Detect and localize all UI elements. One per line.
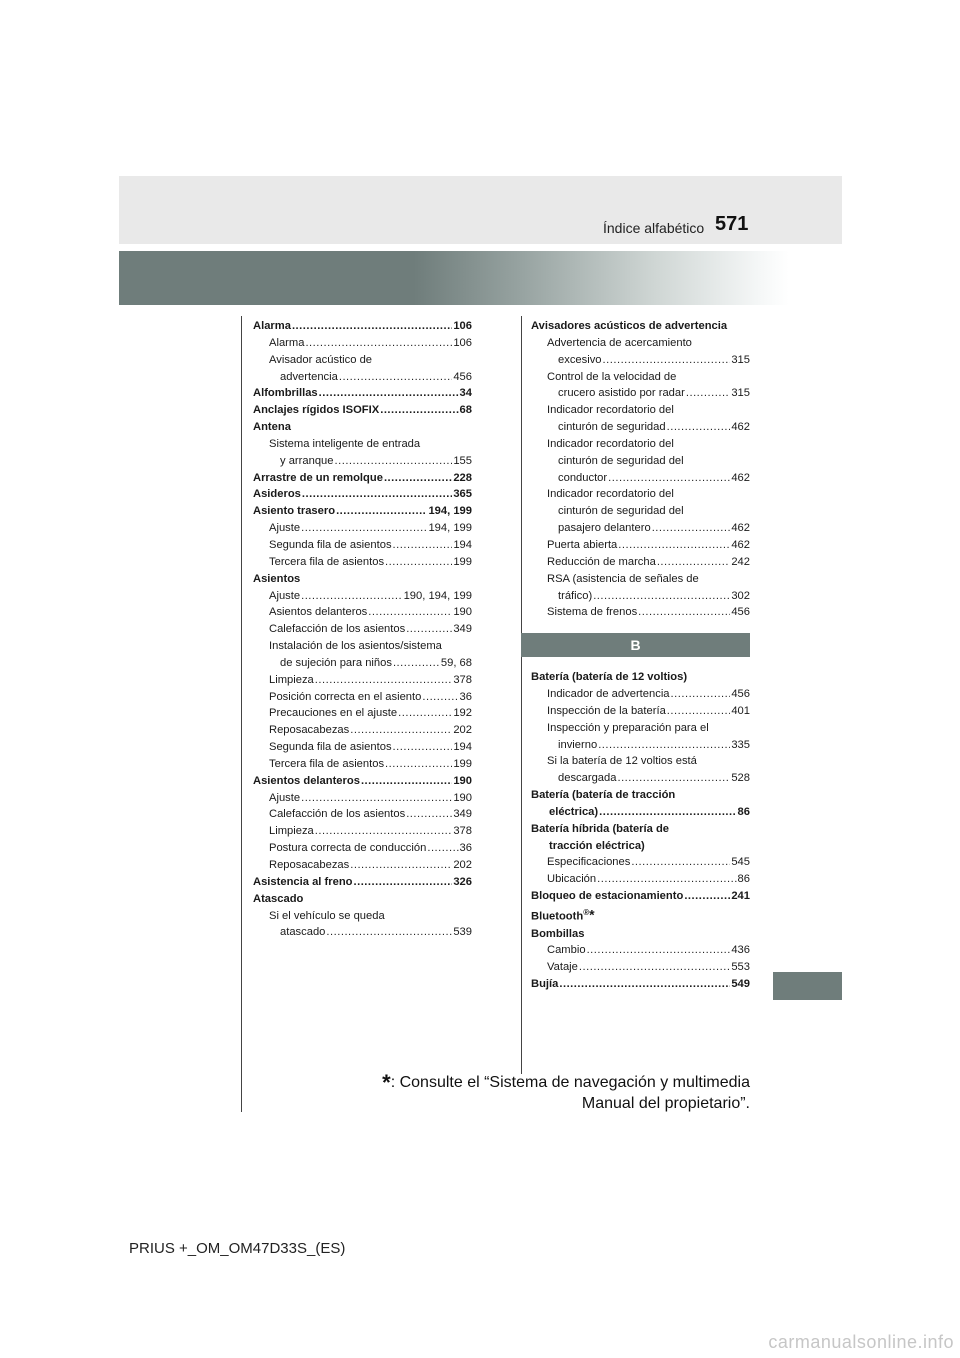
entry-page: 462 [731,538,750,551]
entry-page: 68 [459,404,472,417]
entry-term: Asientos delanteros [253,774,360,787]
leader-dots [350,722,452,739]
index-heading: Atascado [253,892,304,905]
entry-term: Precauciones en el ajuste [269,707,398,720]
leader-dots [667,419,731,436]
index-entry [253,385,472,402]
header-banner [119,251,789,305]
entry-page: 190 [453,606,472,619]
entry-page: 228 [453,471,472,484]
entry-page: 456 [731,606,750,619]
leader-dots [657,554,731,571]
leader-dots [398,705,452,722]
index-entry [253,689,472,706]
index-heading: tracción eléctrica) [549,839,645,852]
index-entry [253,318,472,335]
index-heading: Sistema inteligente de entrada [269,437,421,450]
entry-page: 456 [453,370,472,383]
entry-page: 462 [731,471,750,484]
entry-term: crucero asistido por radar [558,387,685,400]
entry-term: Arrastre de un remolque [253,471,383,484]
entry-page: 349 [453,623,472,636]
leader-dots [326,924,452,941]
leader-dots [301,588,402,605]
entry-page: 378 [453,825,472,838]
entry-term: descargada [558,772,617,785]
leader-dots [599,804,736,821]
index-entry [253,874,472,891]
leader-dots [339,369,452,386]
index-heading: Avisador acústico de [269,353,373,366]
model-code: PRIUS +_OM_OM47D33S_(ES) [129,1240,346,1257]
index-entry [253,705,472,722]
entry-term: de sujeción para niños [280,656,392,669]
entry-term: Especificaciones [547,856,631,869]
entry-term: Ajuste [269,522,301,535]
entry-page: 545 [731,856,750,869]
index-heading: Si la batería de 12 voltios está [547,755,697,768]
entry-term: Vataje [547,961,578,974]
entry-term: atascado [280,926,326,939]
entry-term: Reposacabezas [269,859,350,871]
leader-dots [427,840,458,857]
entry-term: Tercera fila de asientos [269,555,385,568]
entry-term: Tercera fila de asientos [269,757,385,770]
entry-page: 462 [731,421,750,434]
entry-page: 335 [731,738,750,751]
entry-page: 539 [453,926,472,939]
entry-page: 315 [731,387,750,400]
index-heading: Bombillas [531,927,585,940]
index-entry [531,352,750,369]
entry-term: Ajuste [269,589,301,602]
entry-page: 194 [453,538,472,551]
index-entry [531,737,750,754]
index-entry [531,419,750,436]
entry-term: Bluetooth [531,910,584,923]
entry-page: 202 [453,724,472,737]
index-entry [253,790,472,807]
index-entry [531,854,750,871]
index-heading: Inspección y preparación para el [547,721,709,734]
entry-term: Indicador de advertencia [547,688,670,701]
index-heading: Indicador recordatorio del [547,437,674,450]
leader-dots [301,520,427,537]
leader-dots [292,318,452,335]
index-heading: Indicador recordatorio del [547,404,674,417]
leader-dots [361,773,452,790]
index-entry [253,369,472,386]
leader-dots [380,402,458,419]
entry-page: 190 [453,791,472,804]
index-heading: cinturón de seguridad del [558,454,684,467]
leader-dots [350,857,452,874]
entry-page: 86 [737,805,750,818]
leader-dots [302,486,452,503]
entry-term: Limpieza [269,825,314,838]
index-entry [531,520,750,537]
index-heading: RSA (asistencia de señales de [547,572,699,585]
index-heading: Indicador recordatorio del [547,488,674,501]
page-number: 571 [715,213,749,235]
entry-term: Anclajes rígidos ISOFIX [253,404,380,417]
leader-dots [315,823,453,840]
leader-dots [406,806,452,823]
entry-page: 315 [731,353,750,366]
index-entry [531,554,750,571]
footnote-star: * [382,1070,391,1095]
index-heading: cinturón de seguridad del [558,505,684,518]
leader-dots [422,689,458,706]
index-entry [253,588,472,605]
entry-term: invierno [558,738,598,751]
registered-mark: ® [583,908,590,917]
index-heading: Batería híbrida (batería de [531,822,670,835]
index-entry [253,453,472,470]
index-entry [531,976,750,993]
entry-term: y arranque [280,454,334,467]
entry-page: 365 [453,488,472,501]
leader-dots [353,874,452,891]
index-entry [531,470,750,487]
index-heading: Si el vehículo se queda [269,909,385,922]
index-entry [253,924,472,941]
index-entry [531,959,750,976]
leader-dots [335,453,453,470]
entry-page: 302 [731,589,750,602]
entry-term: Asientos delanteros [269,606,368,619]
leader-dots [652,520,731,537]
index-entry [531,871,750,888]
letter-divider-b: B [521,633,750,657]
index-entry [531,686,750,703]
index-group-b [531,669,750,993]
leader-dots [587,942,731,959]
column-rule-middle [521,316,522,1074]
index-entry [253,756,472,773]
leader-dots [384,470,452,487]
leader-dots [368,604,452,621]
leader-dots [301,790,452,807]
entry-term: pasajero delantero [558,522,651,535]
index-entry [253,621,472,638]
leader-dots [305,335,452,352]
index-entry [253,470,472,487]
leader-dots [597,871,736,888]
index-entry [531,385,750,402]
entry-page: 199 [453,555,472,568]
entry-page: 549 [731,978,750,991]
leader-dots [686,385,730,402]
index-entry [253,503,472,520]
entry-term: Reducción de marcha [547,555,656,568]
leader-dots [393,739,453,756]
entry-term: Asideros [253,488,301,501]
watermark: carmanualsonline.info [768,1332,954,1352]
index-column-left [253,318,472,941]
entry-page: 462 [731,522,750,535]
index-entry [253,840,472,857]
entry-term: Asiento trasero [253,505,336,518]
index-entry [531,537,750,554]
index-entry [531,703,750,720]
entry-page: 36 [459,690,472,703]
index-entry [531,942,750,959]
leader-dots [385,756,452,773]
index-column-right [531,318,750,993]
entry-page: 349 [453,808,472,821]
column-rule-left [241,316,242,1112]
entry-page: 456 [731,688,750,701]
index-entry [253,857,472,874]
entry-page: 34 [459,387,472,400]
entry-term: advertencia [280,370,338,383]
footnote [382,1072,750,1114]
entry-page: 106 [453,336,472,349]
footnote-line-1 [382,1072,750,1093]
leader-dots [638,604,730,621]
entry-term: Alarma [269,336,305,349]
entry-term: eléctrica) [549,805,599,818]
leader-dots [336,503,427,520]
entry-page: 59, 68 [440,656,472,669]
index-entry [531,804,750,821]
entry-term: Cambio [547,944,586,957]
entry-page: 106 [453,320,472,332]
index-heading: Avisadores acústicos de advertencia [531,320,728,332]
footnote-line-2: Manual del propietario”. [581,1095,750,1112]
index-entry [531,888,750,905]
entry-term: conductor [558,471,608,484]
entry-term: Segunda fila de asientos [269,741,392,754]
section-tab-marker [773,972,842,1000]
index-heading: Control de la velocidad de [547,370,677,383]
entry-page: 194, 199 [428,505,472,518]
entry-page: 190, 194, 199 [403,589,472,602]
index-entry [253,823,472,840]
entry-term: Puerta abierta [547,538,618,551]
index-entry [253,537,472,554]
entry-term: excesivo [558,353,602,366]
footnote-text-1: : Consulte el “Sistema de navegación y multimedia [390,1074,750,1091]
entry-page: 553 [731,961,750,974]
entry-term: Limpieza [269,673,314,686]
index-entry [253,520,472,537]
leader-dots [393,655,440,672]
entry-term: Segunda fila de asientos [269,538,392,551]
entry-page: 326 [453,875,472,888]
entry-page: 190 [453,774,472,787]
index-entry [253,554,472,571]
leader-dots [603,352,731,369]
entry-page: 401 [731,704,750,717]
leader-dots [315,672,453,689]
leader-dots [385,554,452,571]
entry-page: 528 [731,772,750,785]
section-title: Índice alfabético [603,220,705,236]
entry-page: 194 [453,741,472,754]
entry-term: Ajuste [269,791,301,804]
entry-page: 36 [459,842,472,855]
leader-dots [598,737,730,754]
index-group-a [531,318,750,621]
index-entry [531,770,750,787]
index-entry-bluetooth [531,905,750,926]
index-entry [253,773,472,790]
entry-page: 202 [453,859,472,871]
leader-dots [631,854,730,871]
index-entry [253,739,472,756]
footnote-star: * [589,906,595,923]
index-entry [531,604,750,621]
entry-page: 194, 199 [428,522,472,535]
leader-dots [617,770,730,787]
entry-page: 378 [453,673,472,686]
leader-dots [667,703,731,720]
entry-term: tráfico) [558,589,593,602]
index-entry [253,402,472,419]
leader-dots [608,470,730,487]
index-entry [253,335,472,352]
index-heading: Asientos [253,572,301,585]
entry-term: Inspección de la batería [547,704,666,717]
entry-page: 242 [731,555,750,568]
entry-page: 199 [453,757,472,770]
entry-term: Reposacabezas [269,724,350,737]
entry-term: Alarma [253,320,291,332]
entry-term: Asistencia al freno [253,875,353,888]
entry-term: Alfombrillas [253,387,318,400]
entry-page: 436 [731,944,750,957]
leader-dots [559,976,730,993]
index-heading: Batería (batería de 12 voltios) [531,671,688,684]
index-heading: Advertencia de acercamiento [547,336,692,349]
entry-term: Bloqueo de estacionamiento [531,890,684,903]
entry-term: Postura correcta de conducción [269,842,427,855]
index-heading: Antena [253,421,291,434]
leader-dots [684,888,730,905]
index-entry [253,655,472,672]
entry-page: 241 [731,890,750,903]
leader-dots [406,621,452,638]
index-entry [253,486,472,503]
entry-term: Bujía [531,978,559,991]
entry-page: 155 [453,454,472,467]
entry-term: Sistema de frenos [547,606,638,619]
entry-page: 192 [453,707,472,720]
index-entry [253,722,472,739]
leader-dots [579,959,730,976]
entry-page: 86 [737,873,750,886]
index-entry [253,672,472,689]
index-heading: Instalación de los asientos/sistema [269,640,442,653]
leader-dots [319,385,459,402]
leader-dots [593,588,730,605]
entry-term: cinturón de seguridad [558,421,666,434]
entry-term: Posición correcta en el asiento [269,690,422,703]
index-heading: Batería (batería de tracción [531,789,676,802]
leader-dots [393,537,453,554]
entry-term: Calefacción de los asientos [269,623,406,636]
index-entry [253,806,472,823]
leader-dots [618,537,730,554]
index-entry [531,588,750,605]
index-entry [253,604,472,621]
leader-dots [671,686,731,703]
entry-term: Calefacción de los asientos [269,808,406,821]
entry-term: Ubicación [547,873,597,886]
